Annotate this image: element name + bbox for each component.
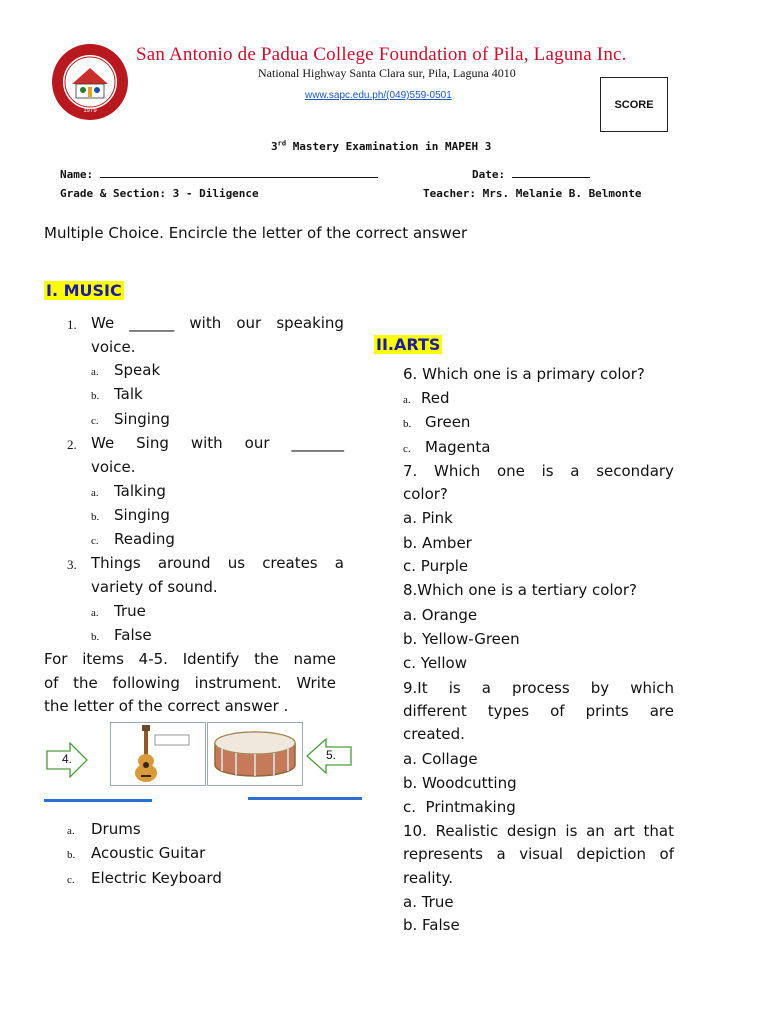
q3-option-b-letter[interactable]: b. [91,631,100,643]
q6-option-b-letter[interactable]: b. [403,418,412,430]
school-name: San Antonio de Padua College Foundation of Pila, Laguna Inc. [136,44,627,65]
q1-number: 1. [67,317,77,332]
q1-line1: We ______ with our speaking [91,314,344,332]
items45-option-c: Electric Keyboard [91,869,222,887]
q3-option-b: False [114,626,152,644]
q2-option-b-letter[interactable]: b. [91,511,100,523]
items45-line2: of the following instrument. Write [44,674,336,692]
q7-option-b[interactable]: b. Amber [403,534,472,552]
q9-line1: 9.It is a process by which [403,679,674,697]
q7-line1: 7. Which one is a secondary [403,462,674,480]
guitar-icon [111,723,205,785]
items45-line3: the letter of the correct answer . [44,697,289,715]
date-label: Date: [472,168,506,181]
q7-option-c[interactable]: c. Purple [403,557,469,575]
name-label: Name: [60,168,94,181]
q9-option-b[interactable]: b. Woodcutting [403,774,517,792]
items45-option-a: Drums [91,820,141,838]
music-heading: I. MUSIC [46,281,122,300]
name-field[interactable] [60,168,378,181]
items45-option-b: Acoustic Guitar [91,844,206,862]
score-box [600,77,668,132]
q9-option-c[interactable]: c. Printmaking [403,798,516,816]
date-blank[interactable] [512,168,590,178]
items45-option-b-letter[interactable]: b. [67,849,76,861]
q1-line2: voice. [91,338,136,356]
q10-line3: reality. [403,869,453,887]
instruction-text: Multiple Choice. Encircle the letter of the correct answer [44,224,468,242]
q7-option-a[interactable]: a. Pink [403,509,453,527]
drum-image [207,722,303,786]
exam-title: 3rd Mastery Examination in MAPEH 3 [271,139,492,153]
items45-option-c-letter[interactable]: c. [67,874,75,886]
guitar-image [110,722,206,786]
q8-text: 8.Which one is a tertiary color? [403,581,637,599]
items45-line1: For items 4-5. Identify the name [44,650,336,668]
q2-number: 2. [67,437,77,452]
q8-option-b[interactable]: b. Yellow-Green [403,630,520,648]
q2-line1: We Sing with our _______ [91,434,344,452]
q6-option-c: Magenta [425,438,491,456]
items45-option-a-letter[interactable]: a. [67,825,75,837]
q2-option-a: Talking [114,482,166,500]
q10-option-a[interactable]: a. True [403,893,454,911]
score-label: SCORE [614,98,654,111]
grade-section: Grade & Section: 3 - Diligence [60,187,259,200]
arrow-5-label: 5. [326,748,337,762]
q6-option-a-letter[interactable]: a. [403,394,411,406]
q10-line1: 10. Realistic design is an art that [403,822,674,840]
q6-option-a: Red [421,389,450,407]
arts-heading: II.ARTS [376,335,441,354]
q8-option-a[interactable]: a. Orange [403,606,478,624]
q3-line2: variety of sound. [91,578,218,596]
q6-option-c-letter[interactable]: c. [403,443,411,455]
q3-option-a: True [114,602,146,620]
q7-line2: color? [403,485,448,503]
q2-option-c: Reading [114,530,175,548]
school-website-link[interactable]: www.sapc.edu.ph/(049)559-0501 [305,90,452,101]
svg-text:1979: 1979 [83,108,97,114]
q1-option-b-letter[interactable]: b. [91,390,100,402]
date-field[interactable] [472,168,590,181]
q1-option-a-letter[interactable]: a. [91,366,99,378]
q1-option-c-letter[interactable]: c. [91,415,99,427]
q2-option-a-letter[interactable]: a. [91,487,99,499]
answer-line-4[interactable] [44,799,152,802]
name-blank[interactable] [100,168,378,178]
q3-option-a-letter[interactable]: a. [91,607,99,619]
q3-number: 3. [67,557,77,572]
q1-option-c: Singing [114,410,170,428]
q6-option-b: Green [425,413,471,431]
q9-line2: different types of prints are [403,702,674,720]
q2-line2: voice. [91,458,136,476]
q2-option-b: Singing [114,506,170,524]
q10-line2: represents a visual depiction of [403,845,674,863]
drum-icon [208,723,302,785]
q9-line3: created. [403,725,465,743]
q10-option-b[interactable]: b. False [403,916,460,934]
q6-text: 6. Which one is a primary color? [403,365,645,383]
q9-option-a[interactable]: a. Collage [403,750,478,768]
q2-option-c-letter[interactable]: c. [91,535,99,547]
q1-option-b: Talk [114,385,143,403]
school-logo [50,42,130,122]
arrow-4-label: 4. [62,752,73,766]
q3-line1: Things around us creates a [91,554,344,572]
teacher-name: Teacher: Mrs. Melanie B. Belmonte [423,187,642,200]
q1-option-a: Speak [114,361,161,379]
answer-line-5[interactable] [248,797,362,800]
school-address: National Highway Santa Clara sur, Pila, Laguna 4010 [258,66,516,80]
q8-option-c[interactable]: c. Yellow [403,654,467,672]
